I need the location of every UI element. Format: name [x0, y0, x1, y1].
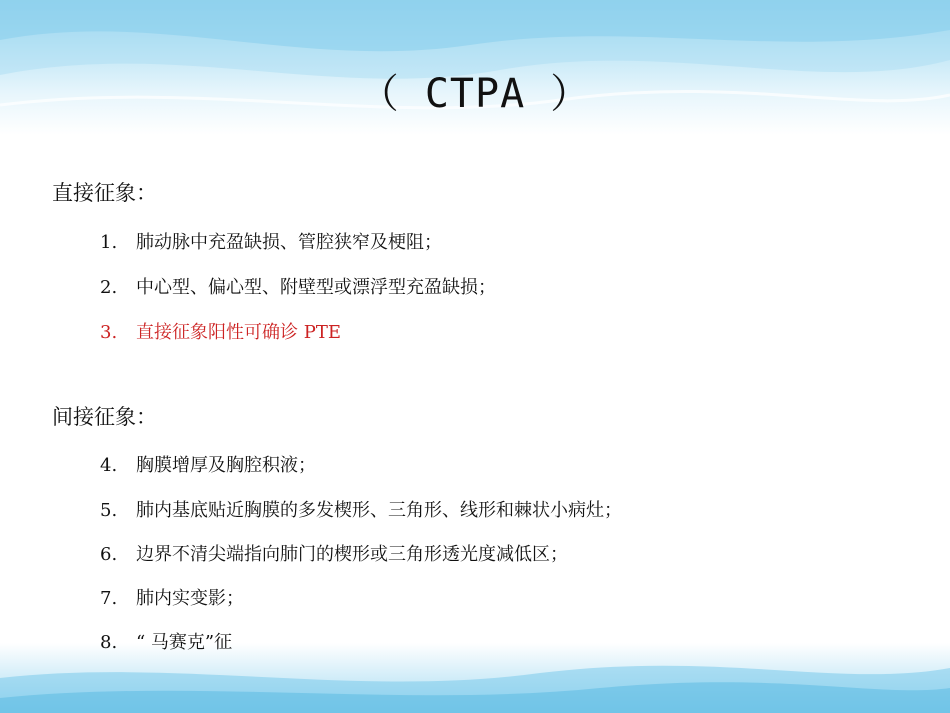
item-text: 胸膜增厚及胸腔积液；	[136, 455, 316, 476]
item-text: 中心型、偏心型、附壁型或漂浮型充盈缺损；	[136, 277, 496, 298]
list-item	[100, 273, 496, 299]
item-text: 肺内实变影；	[136, 588, 244, 609]
list-item	[100, 584, 244, 610]
item-text: 直接征象阳性可确诊 PTE	[136, 322, 341, 343]
item-number: 7.	[100, 588, 118, 609]
item-number: 1.	[100, 232, 118, 253]
item-number: 2.	[100, 277, 118, 298]
item-text: 肺动脉中充盈缺损、管腔狭窄及梗阻；	[136, 232, 442, 253]
direct-signs-heading: 直接征象：	[52, 181, 157, 205]
slide-title: （ CTPA ）	[358, 71, 592, 117]
item-number: 4.	[100, 455, 118, 476]
item-text: “ 马赛克”征	[136, 632, 233, 653]
list-item-highlighted	[100, 318, 341, 344]
item-number: 3.	[100, 322, 118, 343]
list-item	[100, 628, 232, 654]
item-text: 肺内基底贴近胸膜的多发楔形、三角形、线形和棘状小病灶；	[136, 500, 622, 521]
item-number: 8.	[100, 632, 118, 653]
list-item	[100, 540, 568, 566]
list-item	[100, 451, 316, 477]
item-number: 6.	[100, 544, 118, 565]
list-item	[100, 228, 442, 254]
item-number: 5.	[100, 500, 118, 521]
item-text: 边界不清尖端指向肺门的楔形或三角形透光度减低区；	[136, 544, 568, 565]
list-item	[100, 496, 622, 522]
indirect-signs-heading: 间接征象：	[52, 405, 157, 429]
